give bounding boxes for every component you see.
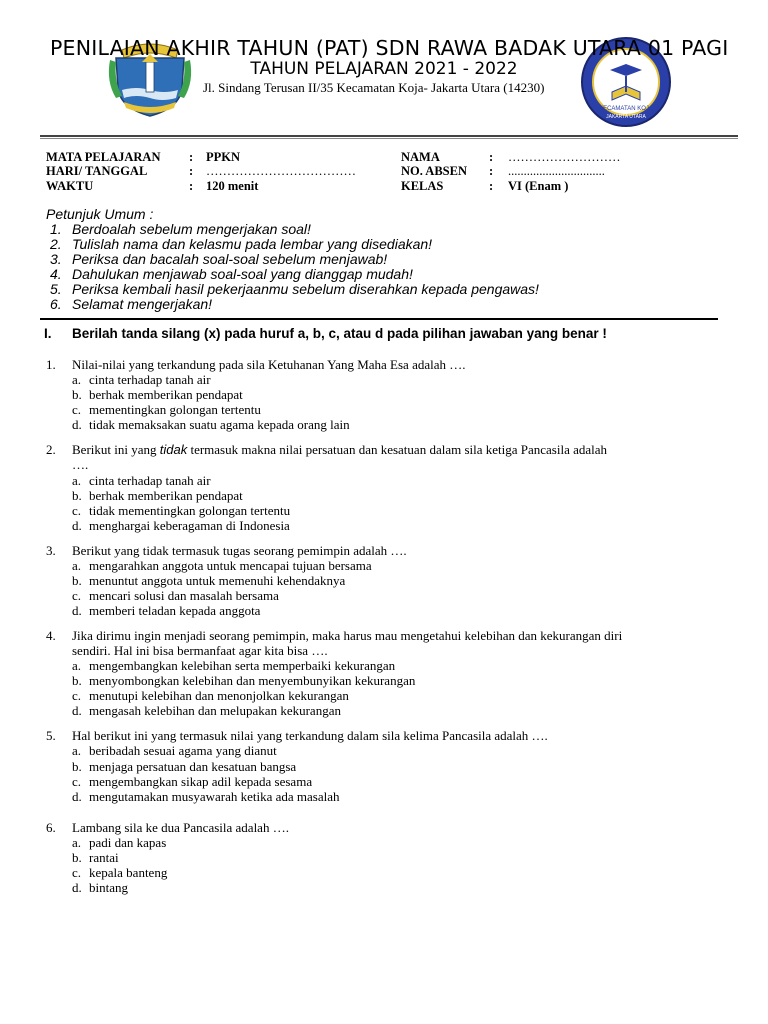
instruction-item: Selamat mengerjakan! xyxy=(72,296,213,312)
option-letter[interactable]: a. xyxy=(72,372,82,387)
option-letter[interactable]: c. xyxy=(72,865,82,880)
option-text: memberi teladan kepada anggota xyxy=(89,603,261,618)
question-number: 4. xyxy=(46,628,56,643)
option-letter[interactable]: d. xyxy=(72,789,82,804)
option-text: beribadah sesuai agama yang dianut xyxy=(89,743,277,758)
option-letter[interactable]: c. xyxy=(72,503,82,518)
question-number: 6. xyxy=(46,820,56,835)
option-text: kepala banteng xyxy=(89,865,168,880)
question-text: Berikut yang tidak termasuk tugas seorang pemimpin adalah …. xyxy=(72,543,407,558)
option-text: mengembangkan sikap adil kepada sesama xyxy=(89,774,313,789)
option-letter[interactable]: c. xyxy=(72,688,82,703)
question-text: Hal berikut ini yang termasuk nilai yang terkandung dalam sila kelima Pancasila adalah …. xyxy=(72,728,548,743)
section-number: I. xyxy=(44,326,52,341)
section-divider xyxy=(40,318,718,320)
option-text: menjaga persatuan dan kesatuan bangsa xyxy=(89,759,297,774)
header-divider-thin xyxy=(40,138,738,139)
option-letter[interactable]: d. xyxy=(72,518,82,533)
info-value-time: 120 menit xyxy=(206,179,259,193)
option-letter[interactable]: a. xyxy=(72,743,82,758)
instruction-number: 1. xyxy=(50,221,62,237)
academic-year: TAHUN PELAJARAN 2021 - 2022 xyxy=(250,59,518,79)
option-letter[interactable]: d. xyxy=(72,880,82,895)
option-text: menutupi kelebihan dan menonjolkan kekurangan xyxy=(89,688,349,703)
name-field[interactable]: ……………………… xyxy=(508,150,621,164)
option-letter[interactable]: b. xyxy=(72,387,82,402)
info-label-class: KELAS xyxy=(401,179,444,193)
info-value-subject: PPKN xyxy=(206,150,241,164)
option-letter[interactable]: b. xyxy=(72,673,82,688)
option-text: mengutamakan musyawarah ketika ada masalah xyxy=(89,789,340,804)
instructions-title: Petunjuk Umum : xyxy=(46,206,154,222)
info-label-absen: NO. ABSEN xyxy=(401,164,467,178)
option-text: mencari solusi dan masalah bersama xyxy=(89,588,279,603)
info-value-class: VI (Enam ) xyxy=(508,179,569,193)
question-number: 5. xyxy=(46,728,56,743)
svg-text:KECAMATAN KOJA: KECAMATAN KOJA xyxy=(599,106,653,112)
option-letter[interactable]: a. xyxy=(72,558,82,573)
info-label-date: HARI/ TANGGAL xyxy=(46,164,148,178)
option-text: cinta terhadap tanah air xyxy=(89,372,211,387)
info-label-name: NAMA xyxy=(401,150,440,164)
instruction-item: Dahulukan menjawab soal-soal yang dianggap mudah! xyxy=(72,266,413,282)
question-text-continued: sendiri. Hal ini bisa bermanfaat agar kita bisa …. xyxy=(72,643,328,658)
question-number: 1. xyxy=(46,357,56,372)
info-sep: : xyxy=(489,150,494,164)
option-letter[interactable]: d. xyxy=(72,603,82,618)
option-text: mengembangkan kelebihan serta memperbaiki kekurangan xyxy=(89,658,396,673)
option-letter[interactable]: a. xyxy=(72,658,82,673)
option-text: bintang xyxy=(89,880,128,895)
option-text: mengasah kelebihan dan melupakan kekurangan xyxy=(89,703,341,718)
option-letter[interactable]: a. xyxy=(72,473,82,488)
option-text: padi dan kapas xyxy=(89,835,167,850)
instruction-number: 4. xyxy=(50,266,62,282)
option-text: mengarahkan anggota untuk mencapai tujuan bersama xyxy=(89,558,372,573)
question-text-continued: …. xyxy=(72,457,89,472)
info-sep: : xyxy=(189,150,194,164)
info-sep: : xyxy=(489,179,494,193)
question-text-part: termasuk makna nilai persatuan dan kesatuan dalam sila ketiga Pancasila adalah xyxy=(187,442,608,457)
section-instruction: Berilah tanda silang (x) pada huruf a, b, c, atau d pada pilihan jawaban yang benar ! xyxy=(72,326,607,341)
option-text: berhak memberikan pendapat xyxy=(89,488,243,503)
instruction-item: Periksa dan bacalah soal-soal sebelum menjawab! xyxy=(72,251,388,267)
school-address: Jl. Sindang Terusan II/35 Kecamatan Koja- Jakarta Utara (14230) xyxy=(203,80,545,95)
instruction-item: Periksa kembali hasil pekerjaanmu sebelum diserahkan kepada pengawas! xyxy=(72,281,539,297)
option-text: menyombongkan kelebihan dan menyembunyikan kekurangan xyxy=(89,673,416,688)
option-letter[interactable]: c. xyxy=(72,588,82,603)
question-number: 2. xyxy=(46,442,56,457)
option-text: menghargai keberagaman di Indonesia xyxy=(89,518,290,533)
option-text: tidak mementingkan golongan tertentu xyxy=(89,503,291,518)
option-letter[interactable]: d. xyxy=(72,417,82,432)
question-text-part: Berikut ini yang xyxy=(72,442,160,457)
info-sep: : xyxy=(189,179,194,193)
option-text: berhak memberikan pendapat xyxy=(89,387,243,402)
header-divider xyxy=(40,135,738,137)
info-label-subject: MATA PELAJARAN xyxy=(46,150,161,164)
option-letter[interactable]: d. xyxy=(72,703,82,718)
option-text: mementingkan golongan tertentu xyxy=(89,402,261,417)
absen-field[interactable]: ............................... xyxy=(508,164,605,178)
option-letter[interactable]: c. xyxy=(72,774,82,789)
instruction-number: 3. xyxy=(50,251,62,267)
instruction-item: Berdoalah sebelum mengerjakan soal! xyxy=(72,221,311,237)
instruction-number: 2. xyxy=(50,236,62,252)
option-letter[interactable]: b. xyxy=(72,573,82,588)
option-text: tidak memaksakan suatu agama kepada orang lain xyxy=(89,417,350,432)
info-sep: : xyxy=(489,164,494,178)
question-text: Nilai-nilai yang terkandung pada sila Ketuhanan Yang Maha Esa adalah …. xyxy=(72,357,466,372)
option-text: rantai xyxy=(89,850,119,865)
exam-title: PENILAIAN AKHIR TAHUN (PAT) SDN RAWA BADAK UTARA 01 PAGI xyxy=(50,36,729,60)
instruction-number: 5. xyxy=(50,281,62,297)
svg-text:JAKARTA UTARA: JAKARTA UTARA xyxy=(606,114,646,120)
option-letter[interactable]: a. xyxy=(72,835,82,850)
question-emphasis: tidak xyxy=(159,442,188,457)
question-text xyxy=(72,442,607,458)
info-label-time: WAKTU xyxy=(46,179,94,193)
instruction-number: 6. xyxy=(50,296,62,312)
question-text: Jika dirimu ingin menjadi seorang pemimpin, maka harus mau mengetahui kelebihan dan kekurangan diri xyxy=(72,628,623,643)
instruction-item: Tulislah nama dan kelasmu pada lembar yang disediakan! xyxy=(72,236,433,252)
option-text: cinta terhadap tanah air xyxy=(89,473,211,488)
option-letter[interactable]: b. xyxy=(72,488,82,503)
option-text: menuntut anggota untuk memenuhi kehendaknya xyxy=(89,573,346,588)
date-field[interactable]: ……………………………… xyxy=(206,164,356,178)
info-sep: : xyxy=(189,164,194,178)
option-letter[interactable]: b. xyxy=(72,759,82,774)
question-number: 3. xyxy=(46,543,56,558)
option-letter[interactable]: c. xyxy=(72,402,82,417)
option-letter[interactable]: b. xyxy=(72,850,82,865)
question-text: Lambang sila ke dua Pancasila adalah …. xyxy=(72,820,289,835)
